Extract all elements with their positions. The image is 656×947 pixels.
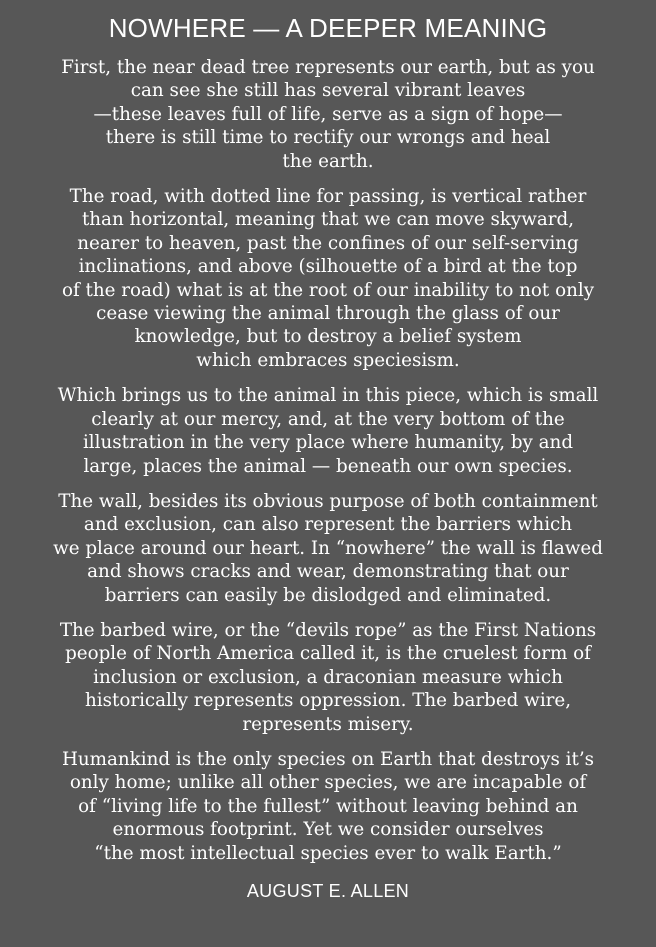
- paragraph-line: enormous footprint. Yet we consider ourselves: [112, 819, 544, 841]
- paragraph-line: of the road) what is at the root of our inability to not only: [61, 279, 595, 301]
- paragraph-line: we place around our heart. In “nowhere” the wall is flawed: [53, 537, 603, 559]
- paragraph-line: The barbed wire, or the “devils rope” as the First Nations: [59, 619, 597, 641]
- paragraph-line: cease viewing the animal through the glass of our: [96, 303, 560, 325]
- paragraph-line: and shows cracks and wear, demonstrating that our: [87, 561, 569, 583]
- page-title: NOWHERE — A DEEPER MEANING: [108, 13, 548, 43]
- paragraph-line: inclinations, and above (silhouette of a bird at the top: [78, 256, 578, 278]
- paragraph-line: people of North America called it, is the cruelest form of: [65, 643, 591, 665]
- paragraph-6: [0, 748, 656, 865]
- paragraph-2: [0, 185, 656, 372]
- paragraph-line: nearer to heaven, past the confines of our self-serving: [77, 232, 579, 254]
- author-signature: AUGUST E. ALLEN: [246, 881, 410, 901]
- paragraph-line: illustration in the very place where humanity, by and: [82, 432, 574, 454]
- paragraph-line: historically represents oppression. The barbed wire,: [84, 690, 572, 712]
- paragraph-3: [0, 384, 656, 478]
- paragraph-5: [0, 619, 656, 736]
- paragraph-line: knowledge, but to destroy a belief system: [134, 326, 522, 348]
- paragraph-line: clearly at our mercy, and, at the very bottom of the: [91, 408, 565, 430]
- paragraph-line: First, the near dead tree represents our earth, but as you: [61, 57, 595, 78]
- paragraph-line: Humankind is the only species on Earth that destroys it’s: [61, 748, 595, 770]
- paragraph-1: [0, 56, 656, 173]
- paragraph-line: than horizontal, meaning that we can move skyward,: [81, 209, 575, 231]
- paragraph-line: can see she still has several vibrant leaves: [130, 80, 526, 102]
- paragraph-line: —these leaves full of life, serve as a sign of hope—: [93, 103, 563, 125]
- body-text: [0, 56, 656, 865]
- paragraph-line: The road, with dotted line for passing, is vertical rather: [69, 186, 587, 208]
- paragraph-line: only home; unlike all other species, we are incapable of: [69, 772, 587, 794]
- paragraph-line: inclusion or exclusion, a draconian measure which: [93, 666, 563, 688]
- paragraph-line: large, places the animal — beneath our own species.: [83, 455, 573, 477]
- paragraph-line: there is still time to rectify our wrongs and heal: [105, 127, 551, 149]
- paragraph-line: the earth.: [282, 150, 374, 172]
- paragraph-line: of “living life to the fullest” without leaving behind an: [78, 795, 578, 817]
- paragraph-line: barriers can easily be dislodged and eliminated.: [104, 584, 552, 606]
- paragraph-4: [0, 490, 656, 607]
- paragraph-line: represents misery.: [242, 713, 414, 735]
- paragraph-line: “the most intellectual species ever to walk Earth.”: [94, 842, 562, 864]
- paragraph-line: and exclusion, can also represent the barriers which: [83, 514, 573, 536]
- paragraph-line: The wall, besides its obvious purpose of both containment: [58, 490, 598, 512]
- paragraph-line: which embraces speciesism.: [196, 349, 460, 371]
- paragraph-line: Which brings us to the animal in this piece, which is small: [57, 385, 599, 407]
